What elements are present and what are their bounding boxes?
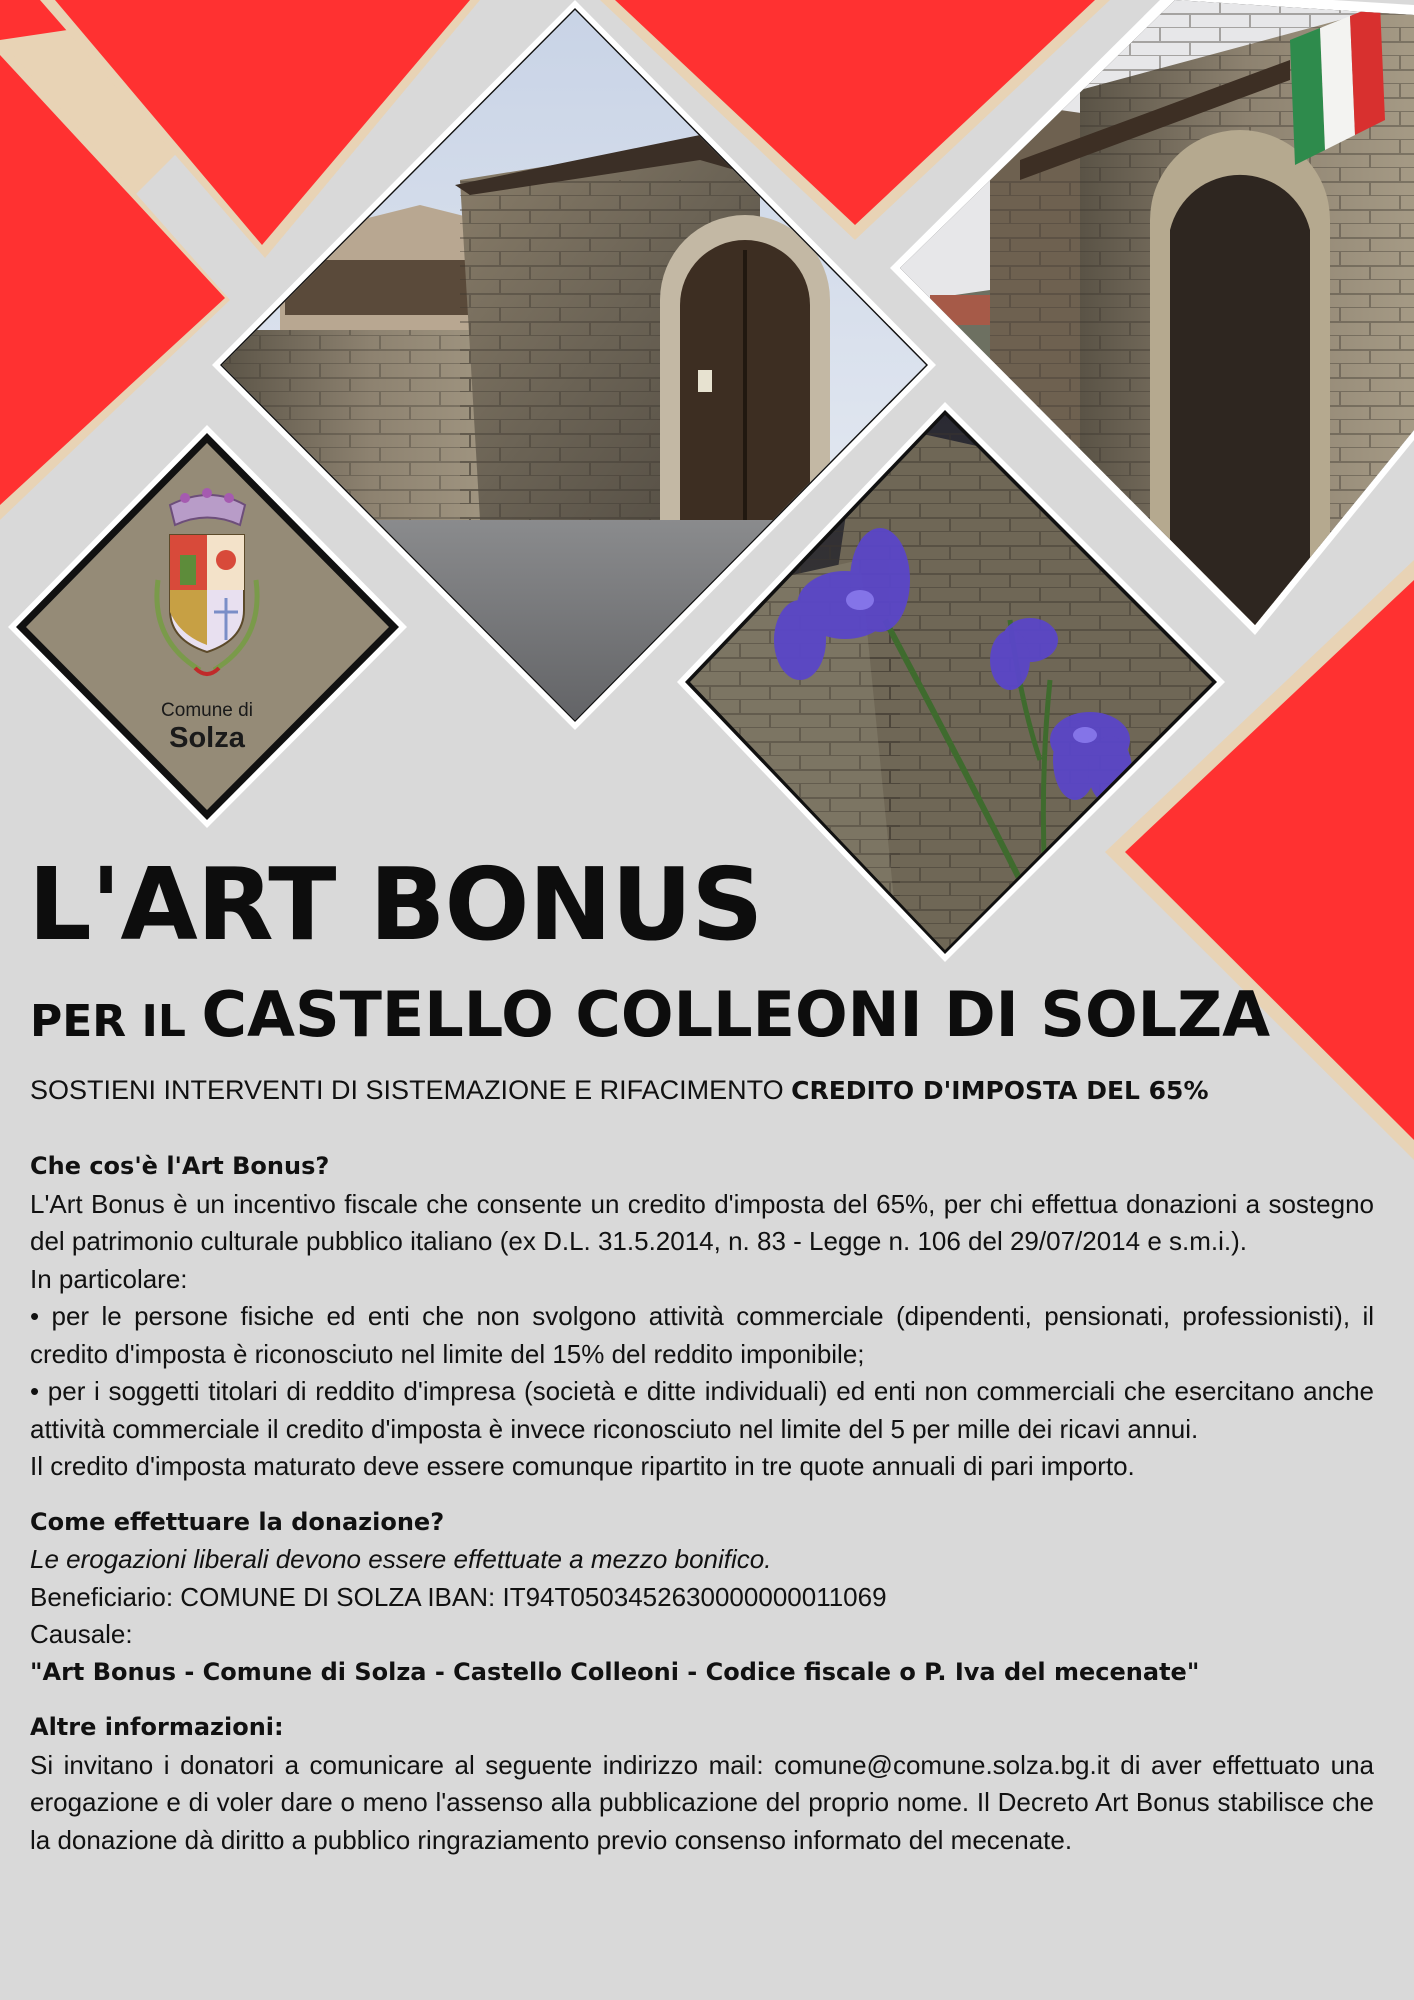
tagline-bold: CREDITO D'IMPOSTA DEL 65% [791, 1076, 1209, 1105]
section1-bullet-1: • per le persone fisiche ed enti che non svolgono attività commerciale (dipendenti, pensionati, professionisti), il credito d'imposta è riconosciuto nel limite del 15% del reddito imponibile; [30, 1301, 1374, 1369]
section-heading-what: Che cos'è l'Art Bonus? [30, 1152, 330, 1180]
section-heading-more: Altre informazioni: [30, 1713, 284, 1741]
section1-closing: Il credito d'imposta maturato deve essere comunque ripartito in tre quote annuali di pari importo. [30, 1451, 1135, 1481]
subtitle-main: CASTELLO COLLEONI DI SOLZA [201, 978, 1271, 1051]
body-content [30, 1148, 1374, 1859]
section2-italic: Le erogazioni liberali devono essere effettuate a mezzo bonifico. [30, 1544, 772, 1574]
section-heading-how: Come effettuare la donazione? [30, 1507, 445, 1536]
tagline-normal: SOSTIENI INTERVENTI DI SISTEMAZIONE E RIFACIMENTO [30, 1075, 784, 1105]
logo-caption [107, 700, 307, 754]
coat-of-arms-icon [157, 488, 257, 674]
page-title: L'ART BONUS [28, 846, 763, 963]
section2-causale-text: "Art Bonus - Comune di Solza - Castello Colleoni - Codice fiscale o P. Iva del mecenate" [30, 1657, 1200, 1686]
section2-beneficiary: Beneficiario: COMUNE DI SOLZA IBAN: IT94T0503452630000000011069 [30, 1581, 887, 1612]
section1-bullet-2: • per i soggetti titolari di reddito d'impresa (società e ditte individuali) ed enti non commerciali che esercitano anche attività commerciale il credito d'imposta è invece riconosciuto nel limite del 5 per mille dei ricavi annui. [30, 1376, 1374, 1444]
section1-intro: L'Art Bonus è un incentivo fiscale che consente un credito d'imposta del 65%, per chi effettua donazioni a sostegno del patrimonio culturale pubblico italiano (ex D.L. 31.5.2014, n. 83 - Legge n. 106 del 29/07/2014 e s.m.i.). [30, 1188, 1374, 1256]
logo-line1: Comune di [161, 700, 253, 721]
logo-line2: Solza [169, 722, 245, 754]
page-subtitle [30, 978, 1270, 1051]
section1-lead: In particolare: [30, 1263, 188, 1294]
subtitle-prefix: PER IL [30, 996, 186, 1047]
tagline [30, 1075, 1209, 1106]
section2-causale-label: Causale: [30, 1619, 133, 1649]
section3-text: Si invitano i donatori a comunicare al seguente indirizzo mail: comune@comune.solza.bg.it di aver effettuato una erogazione e di voler dare o meno l'assenso alla pubblicazione del proprio nome. Il Decreto Art Bonus stabilisce che la donazione dà diritto a pubblico ringraziamento previo consenso informato del mecenate. [30, 1749, 1374, 1855]
